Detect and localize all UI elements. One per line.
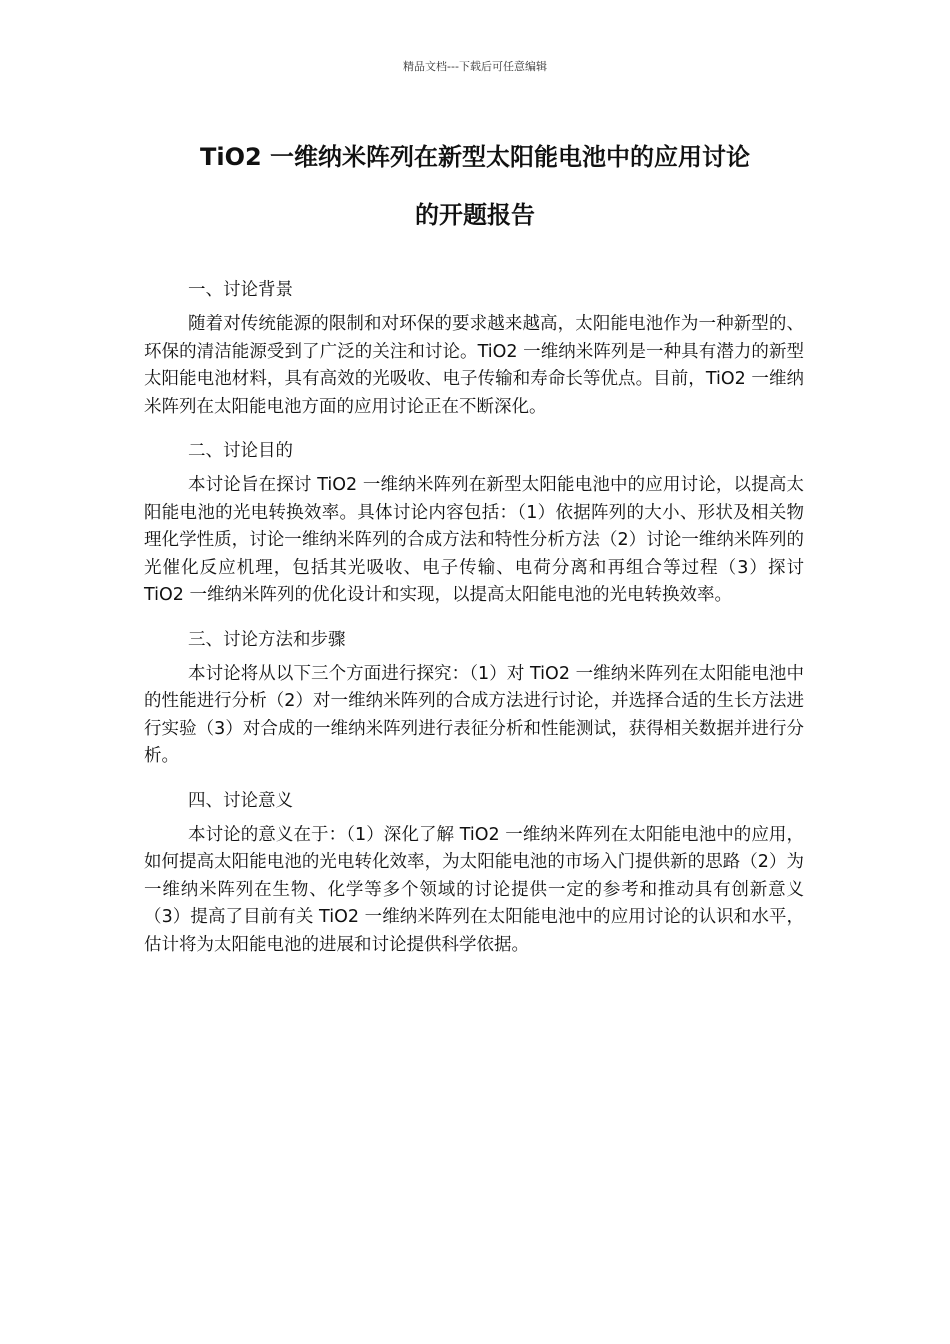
- section-methods: [144, 620, 804, 771]
- section-purpose: [144, 431, 804, 610]
- page-header: 精品文档---下载后可任意编辑: [403, 60, 547, 73]
- section-paragraph: 本讨论将从以下三个方面进行探究：（1）对 TiO2 一维纳米阵列在太阳能电池中的性能进行分析（2）对一维纳米阵列的合成方法进行讨论，并选择合适的生长方法进行实验（3）对合成的一维纳米阵列进行表征分析和性能测试，获得相关数据并进行分析。: [144, 663, 804, 766]
- document-title: [100, 128, 850, 244]
- section-paragraph: 本讨论旨在探讨 TiO2 一维纳米阵列在新型太阳能电池中的应用讨论，以提高太阳能电池的光电转换效率。具体讨论内容包括：（1）依据阵列的大小、形状及相关物理化学性质，讨论一维纳米阵列的合成方法和特性分析方法（2）讨论一维纳米阵列的光催化反应机理，包括其光吸收、电子传输、电荷分离和再组合等过程（3）探讨 TiO2 一维纳米阵列的优化设计和实现，以提高太阳能电池的光电转换效率。: [144, 475, 804, 605]
- section-background: [144, 270, 804, 421]
- document-body: [144, 270, 804, 969]
- section-heading: 四、讨论意义: [188, 790, 293, 811]
- section-paragraph: 随着对传统能源的限制和对环保的要求越来越高，太阳能电池作为一种新型的、环保的清洁能源受到了广泛的关注和讨论。TiO2 一维纳米阵列是一种具有潜力的新型太阳能电池材料，具有高效的光吸收、电子传输和寿命长等优点。目前，TiO2 一维纳米阵列在太阳能电池方面的应用讨论正在不断深化。: [144, 314, 804, 417]
- title-line-2: 的开题报告: [415, 201, 535, 229]
- section-heading: 二、讨论目的: [188, 441, 293, 461]
- section-heading: 一、讨论背景: [188, 280, 293, 300]
- section-significance: [144, 781, 804, 960]
- title-line-1: TiO2 一维纳米阵列在新型太阳能电池中的应用讨论: [199, 143, 751, 171]
- section-heading: 三、讨论方法和步骤: [188, 629, 346, 650]
- section-paragraph: 本讨论的意义在于：（1）深化了解 TiO2 一维纳米阵列在太阳能电池中的应用，如何提高太阳能电池的光电转化效率，为太阳能电池的市场入门提供新的思路（2）为一维纳米阵列在生物、化学等多个领域的讨论提供一定的参考和推动具有创新意义（3）提高了目前有关 TiO2 一维纳米阵列在太阳能电池中的应用讨论的认识和水平，估计将为太阳能电池的进展和讨论提供科学依据。: [144, 824, 804, 955]
